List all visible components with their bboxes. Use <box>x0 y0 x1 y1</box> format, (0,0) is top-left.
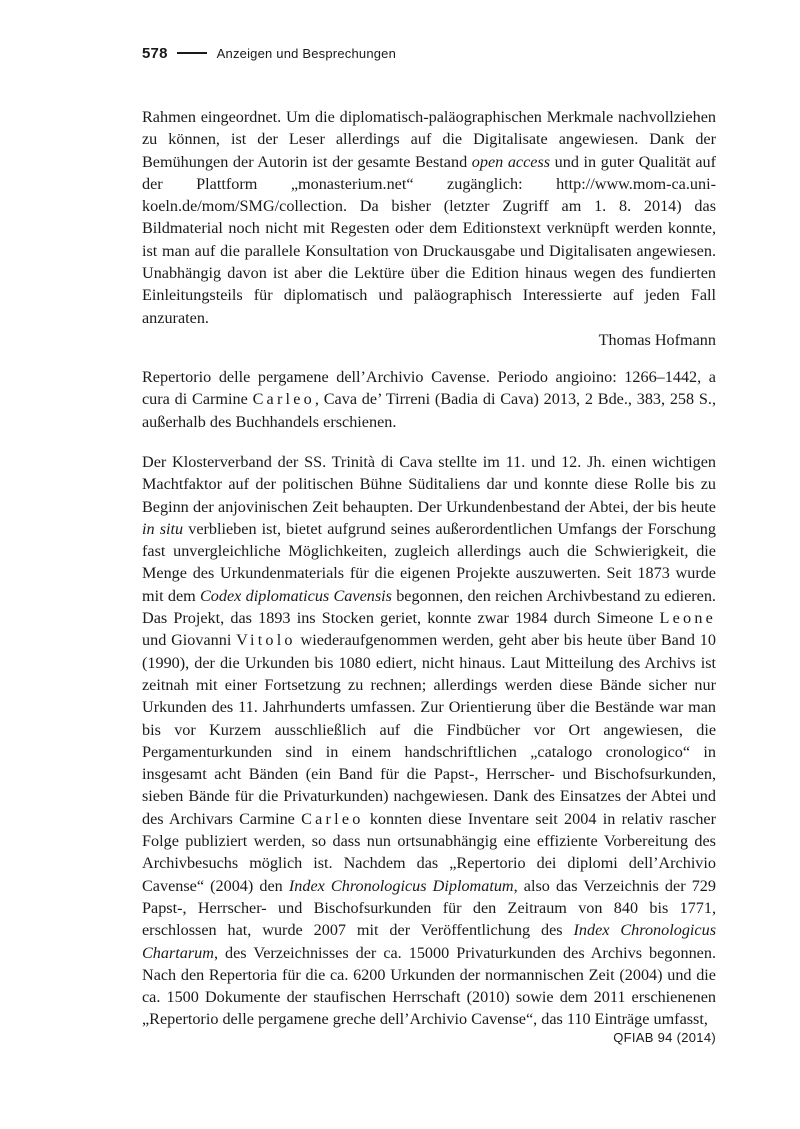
spaced-name: Vitolo <box>236 631 296 650</box>
review-ending-paragraph <box>142 106 716 329</box>
text-run: , also das Verzeichnis der 729 Papst-, Herrscher- und Bischofsurkunden für den Zeitraum von 840 bis 1771, erschlossen hat, wurde 2007 mit der Veröffentlichung des <box>142 876 716 940</box>
review-ending <box>142 106 716 351</box>
text-run: wiederaufgenommen werden, geht aber bis heute über Band 10 (1990), der die Urkunden bis 1080 ediert, nicht hinaus. Laut Mitteilung des Archivs ist zeitnah mit einer Fortsetzung zu rechnen; allerdings werden diese Bände sicher nur Urkunden des 11. Jahrhunderts umfassen. Zur Orientierung über die Bestände war man bis vor Kurzem ausschließlich auf die Findbücher vor Ort angewiesen, die Pergamenturkunden sind in einem handschriftlichen „catalogo cronologico“ in insgesamt acht Bänden (ein Band für die Papst-, Herrscher- und Bischofsurkunden, sieben Bände für die Privaturkunden) nachgewiesen. Dank des Einsatzes der Abtei und des Archivars Carmine <box>142 631 716 828</box>
text-run: Der Klosterverband der SS. Trinità di Cava stellte im 11. und 12. Jh. einen wichtigen Machtfaktor auf der politischen Bühne Süditaliens dar und konnte diese Rolle bis zu Beginn der anjovinischen Zeit behaupten. Der Urkundenbestand der Abtei, der bis heute <box>142 453 716 516</box>
text-run: und in guter Qualität auf der Plattform „monasterium.net“ zugänglich: http://www.mom-ca.uni-koeln.de/mom/SMG/collection. Da bisher (letzter Zugriff am 1. 8. 2014) das Bildmaterial noch nicht mit Regesten oder dem Editionstext verknüpft werden konnte, ist man auf die parallele Konsultation von Druckausgabe und Digitalisaten angewiesen. Unabhängig davon ist aber die Lektüre über die Edition hinaus wegen des fundierten Einleitungsteils für diplomatisch und paläographisch Interessierte auf jeden Fall anzuraten. <box>142 152 716 327</box>
bibliographic-entry <box>142 366 716 433</box>
bibliographic-entry-text <box>142 366 716 433</box>
page-header <box>142 42 396 64</box>
editor-surname: Carleo <box>252 390 315 409</box>
italic-run: in situ <box>142 519 184 538</box>
text-run: und Giovanni <box>142 631 237 650</box>
page-footer <box>613 1030 716 1045</box>
italic-run: open access <box>471 152 551 171</box>
italic-run: Index Chronologicus Chartarum <box>142 921 716 962</box>
text-run: , des Verzeichnisses der ca. 15000 Privaturkunden des Archivs begonnen. Nach den Repertoria für die ca. 6200 Urkunden der normannischen Zeit (2004) und die ca. 1500 Dokumente der staufischen Herrschaft (2010) sowie dem 2011 erschienenen „Repertorio delle pergamene greche dell’Archivio Cavense“, das 110 Einträge umfasst, <box>142 943 716 1029</box>
journal-citation: QFIAB 94 (2014) <box>613 1030 716 1045</box>
signature-row <box>142 329 716 351</box>
text-run: konnten diese Inventare seit 2004 in relativ rascher Folge publiziert werden, so dass nun ortsunabhängig eine effiziente Vorbereitung des Archivbesuchs möglich ist. Nachdem das „Repertorio dei diplomi dell’Archivio Cavense“ (2004) den <box>142 809 717 895</box>
reviewer-name: Thomas Hofmann <box>598 330 716 349</box>
review-body <box>142 451 716 1031</box>
header-rule <box>177 52 207 54</box>
text-run: , Cava de’ Tirreni (Badia di Cava) 2013, 2 Bde., 383, 258 S., außerhalb des Buchhandels erschienen. <box>142 390 717 431</box>
text-run: Repertorio delle pergamene dell’Archivio Cavense. Periodo angioino: 1266–1442, a cura di Carmine <box>142 368 716 409</box>
text-run: Rahmen eingeordnet. Um die diplomatisch-paläographischen Merkmale nachvollziehen zu können, ist der Leser allerdings auf die Digitalisate angewiesen. Dank der Bemühungen der Autorin ist der gesamte Bestand <box>142 108 716 171</box>
italic-run: Codex diplomaticus Cavensis <box>199 586 392 605</box>
text-run: begonnen, den reichen Archivbestand zu edieren. Das Projekt, das 1893 ins Stocken geriet, konnte zwar 1984 durch Simeone <box>142 586 716 628</box>
page-number: 578 <box>142 44 168 62</box>
spaced-name: Leone <box>659 609 716 628</box>
spaced-name: Carleo <box>301 809 364 828</box>
text-run: verblieben ist, bietet aufgrund seines außerordentlichen Umfangs der Forschung fast unvergleichliche Möglichkeiten, zugleich allerdings auch die Schwierigkeit, die Menge des Urkundenmaterials für die eigenen Projekte auszuwerten. Seit 1873 wurde mit dem <box>142 519 716 605</box>
review-body-paragraph <box>142 451 716 1031</box>
italic-run: Index Chronologicus Diplomatum <box>288 876 514 895</box>
running-head: Anzeigen und Besprechungen <box>216 45 397 61</box>
